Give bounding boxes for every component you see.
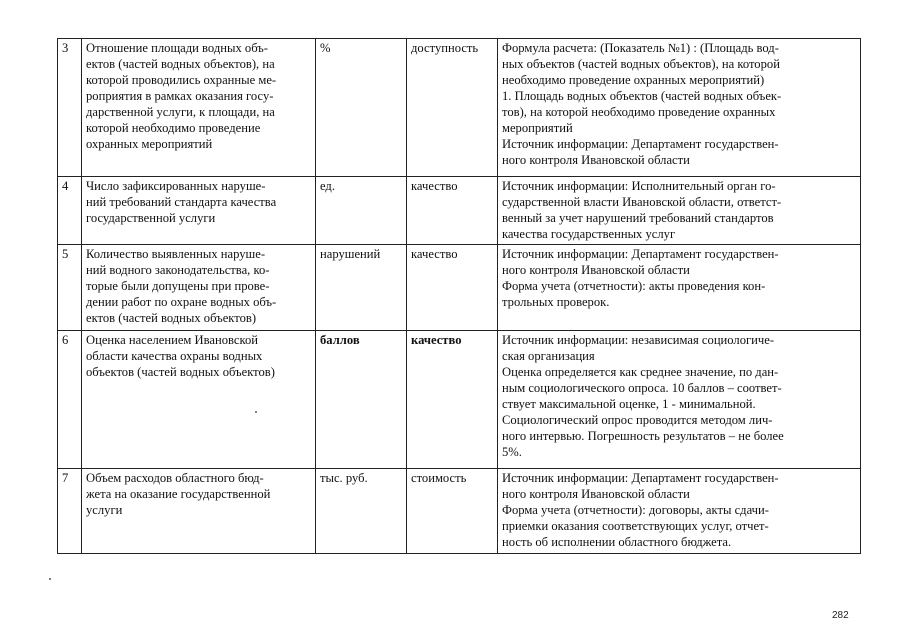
indicator-name — [82, 177, 316, 245]
text-line: ного контроля Ивановской области — [502, 487, 690, 501]
scan-speck — [49, 578, 51, 580]
description-cell — [498, 245, 861, 331]
row-number: 5 — [58, 245, 82, 331]
row-number: 3 — [58, 39, 82, 177]
text-line: Социологический опрос проводится методом лич- — [502, 413, 773, 427]
text-line: ных объектов (частей водных объектов), на которой — [502, 57, 780, 71]
type-cell: качество — [407, 331, 498, 469]
description-cell — [498, 39, 861, 177]
text-line: ного контроля Ивановской области — [502, 263, 690, 277]
text-line: которой проводились охранные ме- — [86, 73, 277, 87]
text-line: трольных проверок. — [502, 295, 610, 309]
description-cell — [498, 177, 861, 245]
scan-speck — [255, 411, 257, 413]
text-line: жета на оказание государственной — [86, 487, 271, 501]
indicators-table — [57, 38, 861, 554]
indicator-name — [82, 331, 316, 469]
row-number: 7 — [58, 469, 82, 554]
table-row — [58, 331, 861, 469]
type-cell: качество — [407, 245, 498, 331]
row-number: 4 — [58, 177, 82, 245]
description-cell — [498, 331, 861, 469]
text-line: Формула расчета: (Показатель №1) : (Площадь вод- — [502, 41, 779, 55]
text-line: Число зафиксированных наруше- — [86, 179, 266, 193]
text-line: ствует максимальной оценке, 1 - минимальной. — [502, 397, 756, 411]
text-line: сударственной власти Ивановской области, ответст- — [502, 195, 782, 209]
text-line: Источник информации: Департамент государствен- — [502, 247, 779, 261]
text-line: охранных мероприятий — [86, 137, 213, 151]
text-line: тов), на которой необходимо проведение охранных — [502, 105, 776, 119]
text-line: государственной услуги — [86, 211, 216, 225]
text-line: Оценка определяется как среднее значение, по дан- — [502, 365, 779, 379]
text-line: ным социологического опроса. 10 баллов – соответ- — [502, 381, 782, 395]
text-line: услуги — [86, 503, 123, 517]
text-line: ность об исполнении областного бюджета. — [502, 535, 732, 549]
text-line: торые были допущены при прове- — [86, 279, 270, 293]
table-row — [58, 469, 861, 554]
text-line: качества государственных услуг — [502, 227, 676, 241]
unit-cell: % — [316, 39, 407, 177]
row-number: 6 — [58, 331, 82, 469]
indicator-name — [82, 469, 316, 554]
indicator-name — [82, 39, 316, 177]
text-line: Источник информации: независимая социологиче- — [502, 333, 775, 347]
text-line: роприятия в рамках оказания госу- — [86, 89, 274, 103]
text-line: венный за учет нарушений требований стандартов — [502, 211, 774, 225]
text-line: области качества охраны водных — [86, 349, 263, 363]
text-line: необходимо проведение охранных мероприятий) — [502, 73, 765, 87]
table-row — [58, 177, 861, 245]
text-line: ская организация — [502, 349, 595, 363]
table-row — [58, 245, 861, 331]
text-line: объектов (частей водных объектов) — [86, 365, 275, 379]
page-number: 282 — [832, 610, 849, 621]
unit-cell: баллов — [316, 331, 407, 469]
text-line: приемки оказания соответствующих услуг, отчет- — [502, 519, 769, 533]
text-line: 5%. — [502, 445, 522, 459]
text-line: ектов (частей водных объектов) — [86, 311, 257, 325]
unit-cell: ед. — [316, 177, 407, 245]
text-line: которой необходимо проведение — [86, 121, 261, 135]
text-line: ектов (частей водных объектов), на — [86, 57, 275, 71]
text-line: Количество выявленных наруше- — [86, 247, 266, 261]
text-line: Отношение площади водных объ- — [86, 41, 268, 55]
description-cell — [498, 469, 861, 554]
text-line: дарственной услуги, к площади, на — [86, 105, 275, 119]
text-line: Источник информации: Исполнительный орган го- — [502, 179, 776, 193]
indicator-name — [82, 245, 316, 331]
text-line: дении работ по охране водных объ- — [86, 295, 277, 309]
unit-cell: тыс. руб. — [316, 469, 407, 554]
text-line: Объем расходов областного бюд- — [86, 471, 264, 485]
text-line: ного интервью. Погрешность результатов – не более — [502, 429, 784, 443]
text-line: ний водного законодательства, ко- — [86, 263, 270, 277]
text-line: Источник информации: Департамент государствен- — [502, 471, 779, 485]
type-cell: стоимость — [407, 469, 498, 554]
text-line: мероприятий — [502, 121, 573, 135]
text-line: Источник информации: Департамент государствен- — [502, 137, 779, 151]
type-cell: качество — [407, 177, 498, 245]
text-line: ний требований стандарта качества — [86, 195, 277, 209]
type-cell: доступность — [407, 39, 498, 177]
text-line: ного контроля Ивановской области — [502, 153, 690, 167]
text-line: Оценка населением Ивановской — [86, 333, 259, 347]
text-line: 1. Площадь водных объектов (частей водных объек- — [502, 89, 782, 103]
unit-cell: нарушений — [316, 245, 407, 331]
text-line: Форма учета (отчетности): договоры, акты сдачи- — [502, 503, 769, 517]
table-row — [58, 39, 861, 177]
text-line: Форма учета (отчетности): акты проведения кон- — [502, 279, 766, 293]
